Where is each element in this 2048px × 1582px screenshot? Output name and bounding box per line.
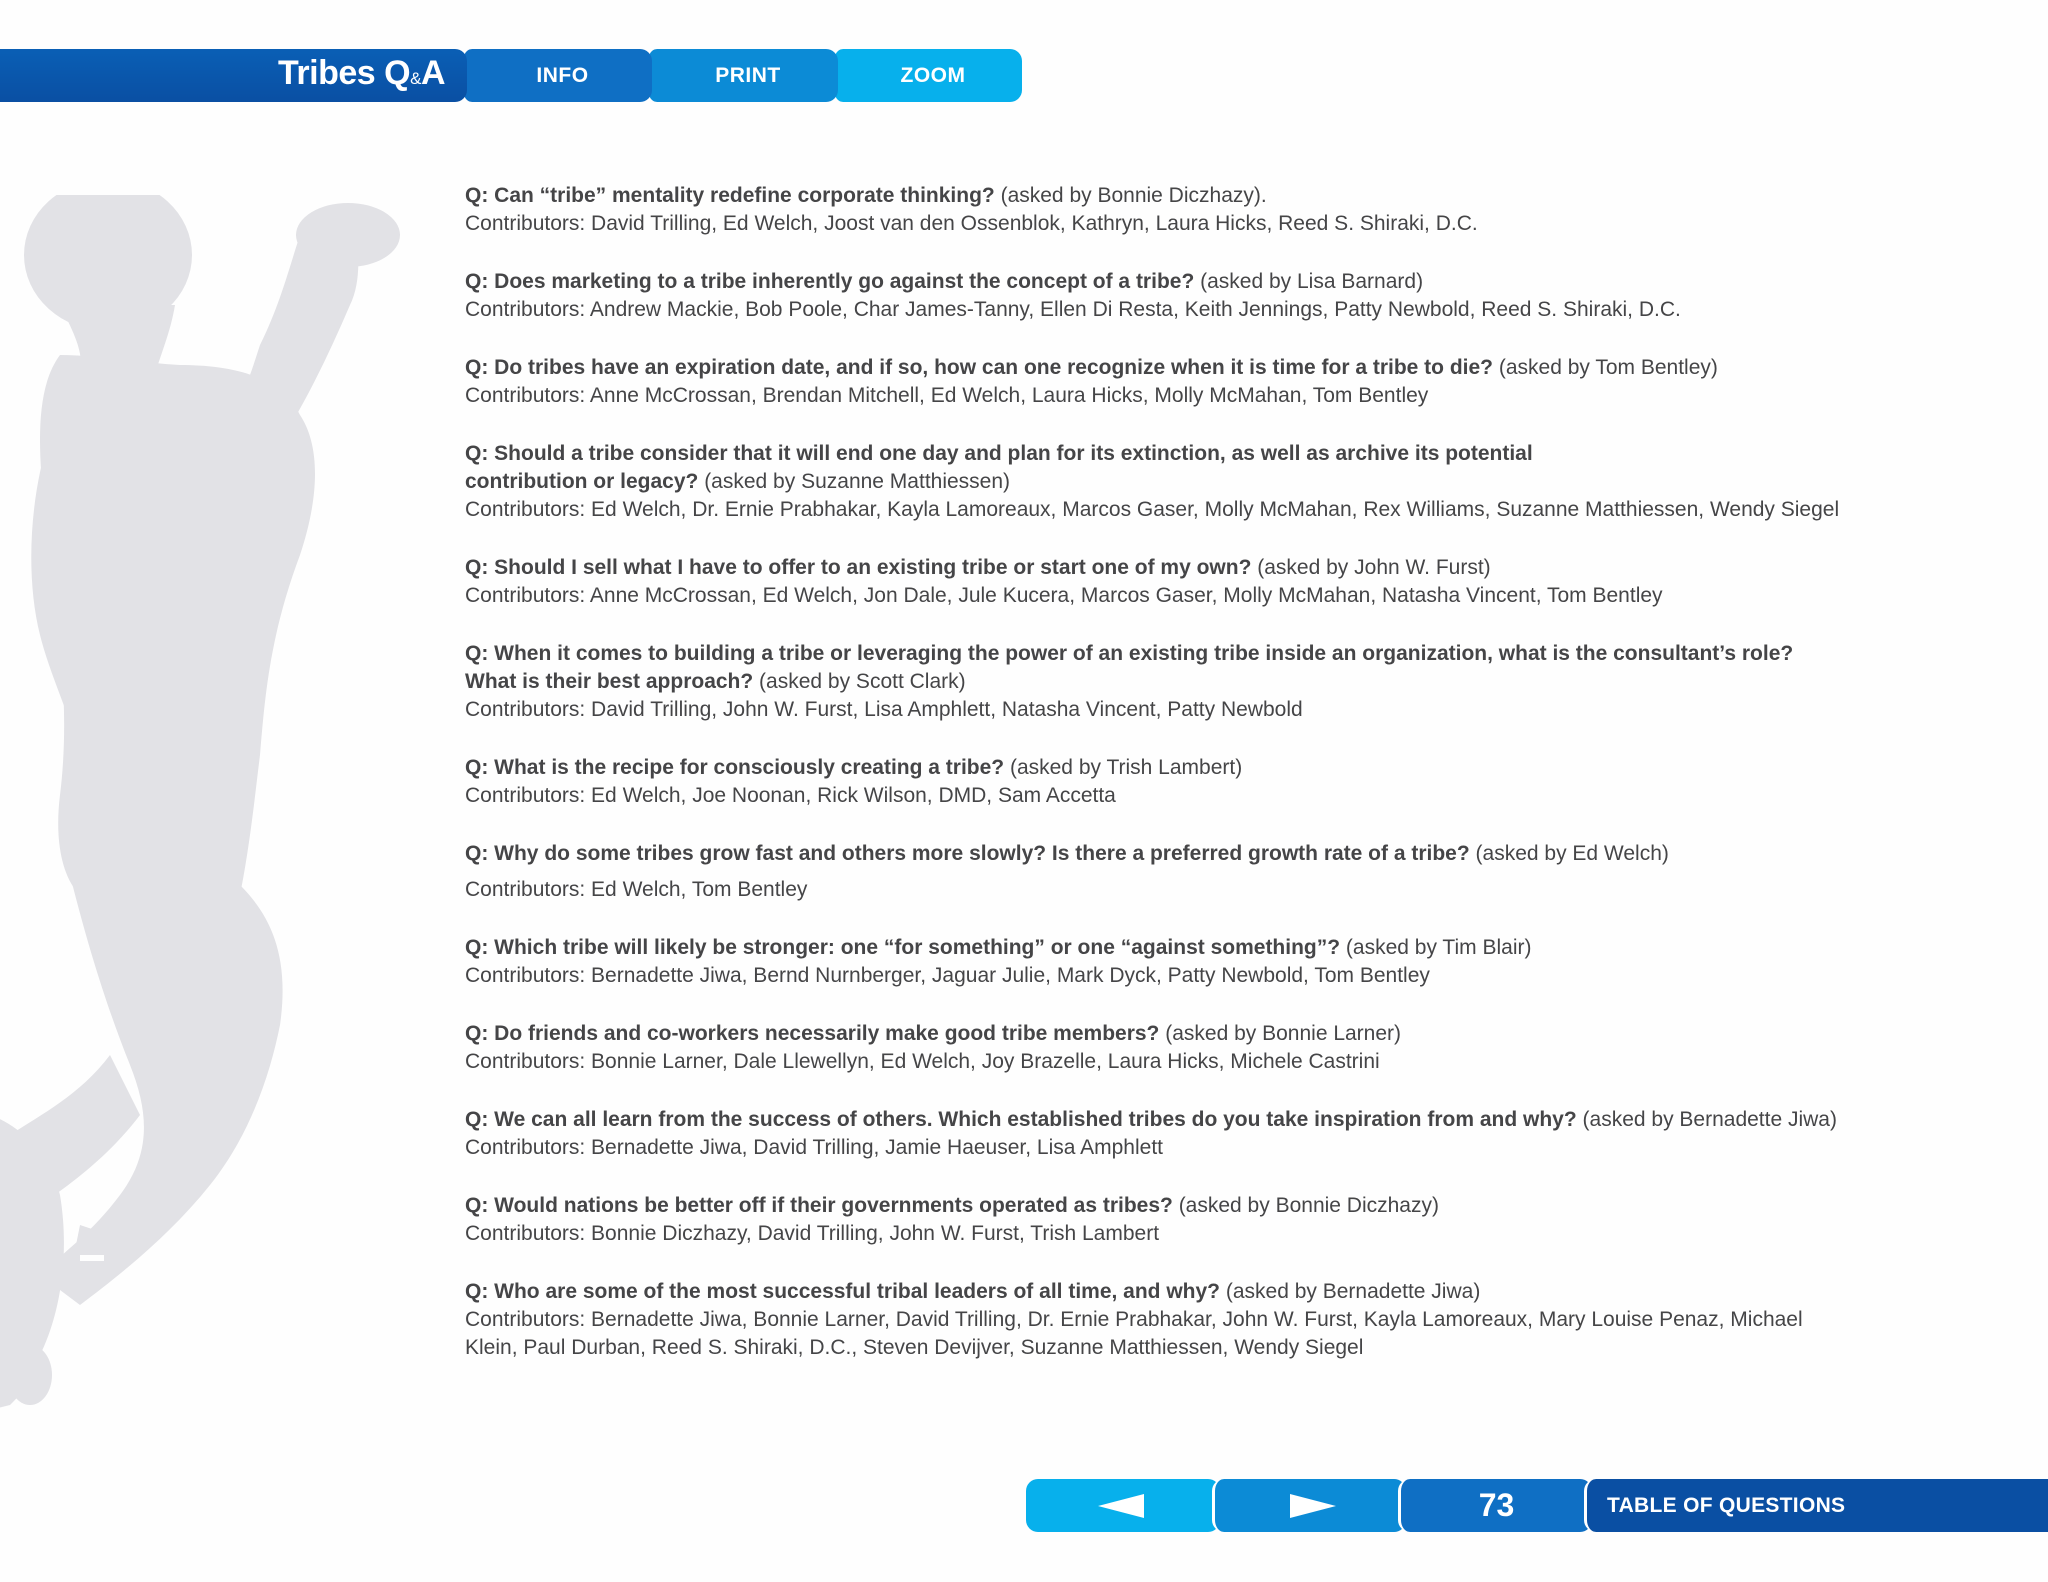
question-item (465, 354, 1865, 410)
page-number-label: 73 (1478, 1487, 1515, 1523)
asked-by: (asked by John W. Furst) (1251, 556, 1491, 579)
question-item (465, 1192, 1865, 1248)
asked-by: (asked by Lisa Barnard) (1194, 270, 1424, 293)
contributors: Contributors: Bernadette Jiwa, David Trilling, Jamie Haeuser, Lisa Amphlett (465, 1136, 1163, 1159)
question-text[interactable]: Q: Should I sell what I have to offer to an existing tribe or start one of my own? (465, 556, 1252, 579)
contributors: Contributors: Anne McCrossan, Ed Welch, Jon Dale, Jule Kucera, Marcos Gaser, Molly McMahan, Natasha Vincent, Tom Bentley (465, 584, 1663, 607)
question-text[interactable]: Q: We can all learn from the success of others. Which established tribes do you take inspiration from and why? (465, 1108, 1577, 1131)
asked-by: (asked by Bonnie Diczhazy). (994, 184, 1267, 207)
contributors: Contributors: Ed Welch, Tom Bentley (465, 878, 808, 901)
asked-by: (asked by Suzanne Matthiessen) (698, 470, 1011, 493)
question-text[interactable]: Q: Do tribes have an expiration date, and if so, how can one recognize when it is time for a tribe to die? (465, 356, 1494, 379)
print-tab[interactable] (645, 49, 838, 102)
asked-by: (asked by Trish Lambert) (1004, 756, 1243, 779)
table-of-questions-label: TABLE OF QUESTIONS (1607, 1493, 1846, 1517)
asked-by: (asked by Bonnie Larner) (1159, 1022, 1402, 1045)
right-arrow-icon (1286, 1494, 1336, 1518)
question-text[interactable]: Q: Would nations be better off if their governments operated as tribes? (465, 1194, 1173, 1217)
question-item (465, 554, 1865, 610)
contributors: Contributors: Andrew Mackie, Bob Poole, Char James-Tanny, Ellen Di Resta, Keith Jennings, Patty Newbold, Reed S. Shiraki, D.C. (465, 298, 1681, 321)
asked-by: (asked by Ed Welch) (1469, 842, 1669, 865)
print-tab-label: PRINT (715, 63, 781, 87)
question-item (465, 182, 1865, 238)
contributors: Contributors: Anne McCrossan, Brendan Mitchell, Ed Welch, Laura Hicks, Molly McMahan, Tom Bentley (465, 384, 1429, 407)
question-item (465, 640, 1825, 724)
question-text[interactable]: Q: Why do some tribes grow fast and others more slowly? Is there a preferred growth rate of a tribe? (465, 842, 1470, 865)
contributors: Contributors: Bernadette Jiwa, Bonnie Larner, David Trilling, Dr. Ernie Prabhakar, John W. Furst, Kayla Lamoreaux, Mary Louise Penaz, Michael Klein, Paul Durban, Reed S. Shiraki, D.C., Steven Devijver, Suzanne Matthiessen, Wendy Siegel (465, 1308, 1803, 1359)
brand-title-main: Tribes Q (278, 54, 411, 92)
page-number (1398, 1479, 1592, 1532)
question-text[interactable]: Q: Should a tribe consider that it will end one day and plan for its extinction, as well as archive its potential contribution or legacy? (465, 442, 1533, 493)
top-navigation-bar (0, 49, 1022, 102)
contributors: Contributors: Bonnie Larner, Dale Llewellyn, Ed Welch, Joy Brazelle, Laura Hicks, Michele Castrini (465, 1050, 1380, 1073)
zoom-tab[interactable] (831, 49, 1022, 102)
zoom-tab-label: ZOOM (900, 63, 966, 87)
celebrating-person-silhouette (0, 195, 400, 1415)
question-text[interactable]: Q: Do friends and co-workers necessarily make good tribe members? (465, 1022, 1160, 1045)
question-text[interactable]: Q: Can “tribe” mentality redefine corporate thinking? (465, 184, 995, 207)
contributors: Contributors: Ed Welch, Dr. Ernie Prabhakar, Kayla Lamoreaux, Marcos Gaser, Molly McMahan, Rex Williams, Suzanne Matthiessen, Wendy Siegel (465, 498, 1840, 521)
brand-title-end: A (420, 54, 445, 92)
question-item (465, 754, 1865, 810)
contributors: Contributors: David Trilling, Ed Welch, Joost van den Ossenblok, Kathryn, Laura Hicks, Reed S. Shiraki, D.C. (465, 212, 1478, 235)
left-arrow-icon (1098, 1494, 1148, 1518)
question-item (465, 1106, 1885, 1162)
brand-title-ampersand: & (410, 69, 421, 88)
asked-by: (asked by Tom Bentley) (1493, 356, 1718, 379)
question-text[interactable]: Q: When it comes to building a tribe or leveraging the power of an existing tribe inside an organization, what is the consultant’s role? What is their best approach? (465, 642, 1794, 693)
questions-list (465, 182, 1865, 1392)
brand-tab (0, 49, 467, 102)
table-of-questions-button[interactable] (1584, 1479, 2048, 1532)
bottom-navigation-bar (1026, 1479, 2048, 1532)
contributors: Contributors: Ed Welch, Joe Noonan, Rick Wilson, DMD, Sam Accetta (465, 784, 1116, 807)
next-page-button[interactable] (1212, 1479, 1406, 1532)
asked-by: (asked by Bonnie Diczhazy) (1172, 1194, 1439, 1217)
question-text[interactable]: Q: Does marketing to a tribe inherently go against the concept of a tribe? (465, 270, 1195, 293)
info-tab-label: INFO (536, 63, 589, 87)
info-tab[interactable] (460, 49, 652, 102)
question-item (465, 1020, 1865, 1076)
question-item (465, 440, 1840, 524)
question-item (465, 1278, 1845, 1362)
question-item (465, 934, 1865, 990)
brand-title (278, 54, 445, 93)
asked-by: (asked by Bernadette Jiwa) (1576, 1108, 1837, 1131)
question-text[interactable]: Q: What is the recipe for consciously creating a tribe? (465, 756, 1005, 779)
asked-by: (asked by Tim Blair) (1340, 936, 1532, 959)
asked-by: (asked by Bernadette Jiwa) (1220, 1280, 1481, 1303)
contributors: Contributors: Bernadette Jiwa, Bernd Nurnberger, Jaguar Julie, Mark Dyck, Patty Newbold, Tom Bentley (465, 964, 1430, 987)
contributors: Contributors: Bonnie Diczhazy, David Trilling, John W. Furst, Trish Lambert (465, 1222, 1160, 1245)
question-item (465, 840, 1865, 904)
asked-by: (asked by Scott Clark) (753, 670, 966, 693)
previous-page-button[interactable] (1026, 1479, 1220, 1532)
contributors: Contributors: David Trilling, John W. Furst, Lisa Amphlett, Natasha Vincent, Patty Newbold (465, 698, 1303, 721)
question-text[interactable]: Q: Which tribe will likely be stronger: one “for something” or one “against something”? (465, 936, 1341, 959)
question-item (465, 268, 1865, 324)
question-text[interactable]: Q: Who are some of the most successful tribal leaders of all time, and why? (465, 1280, 1221, 1303)
